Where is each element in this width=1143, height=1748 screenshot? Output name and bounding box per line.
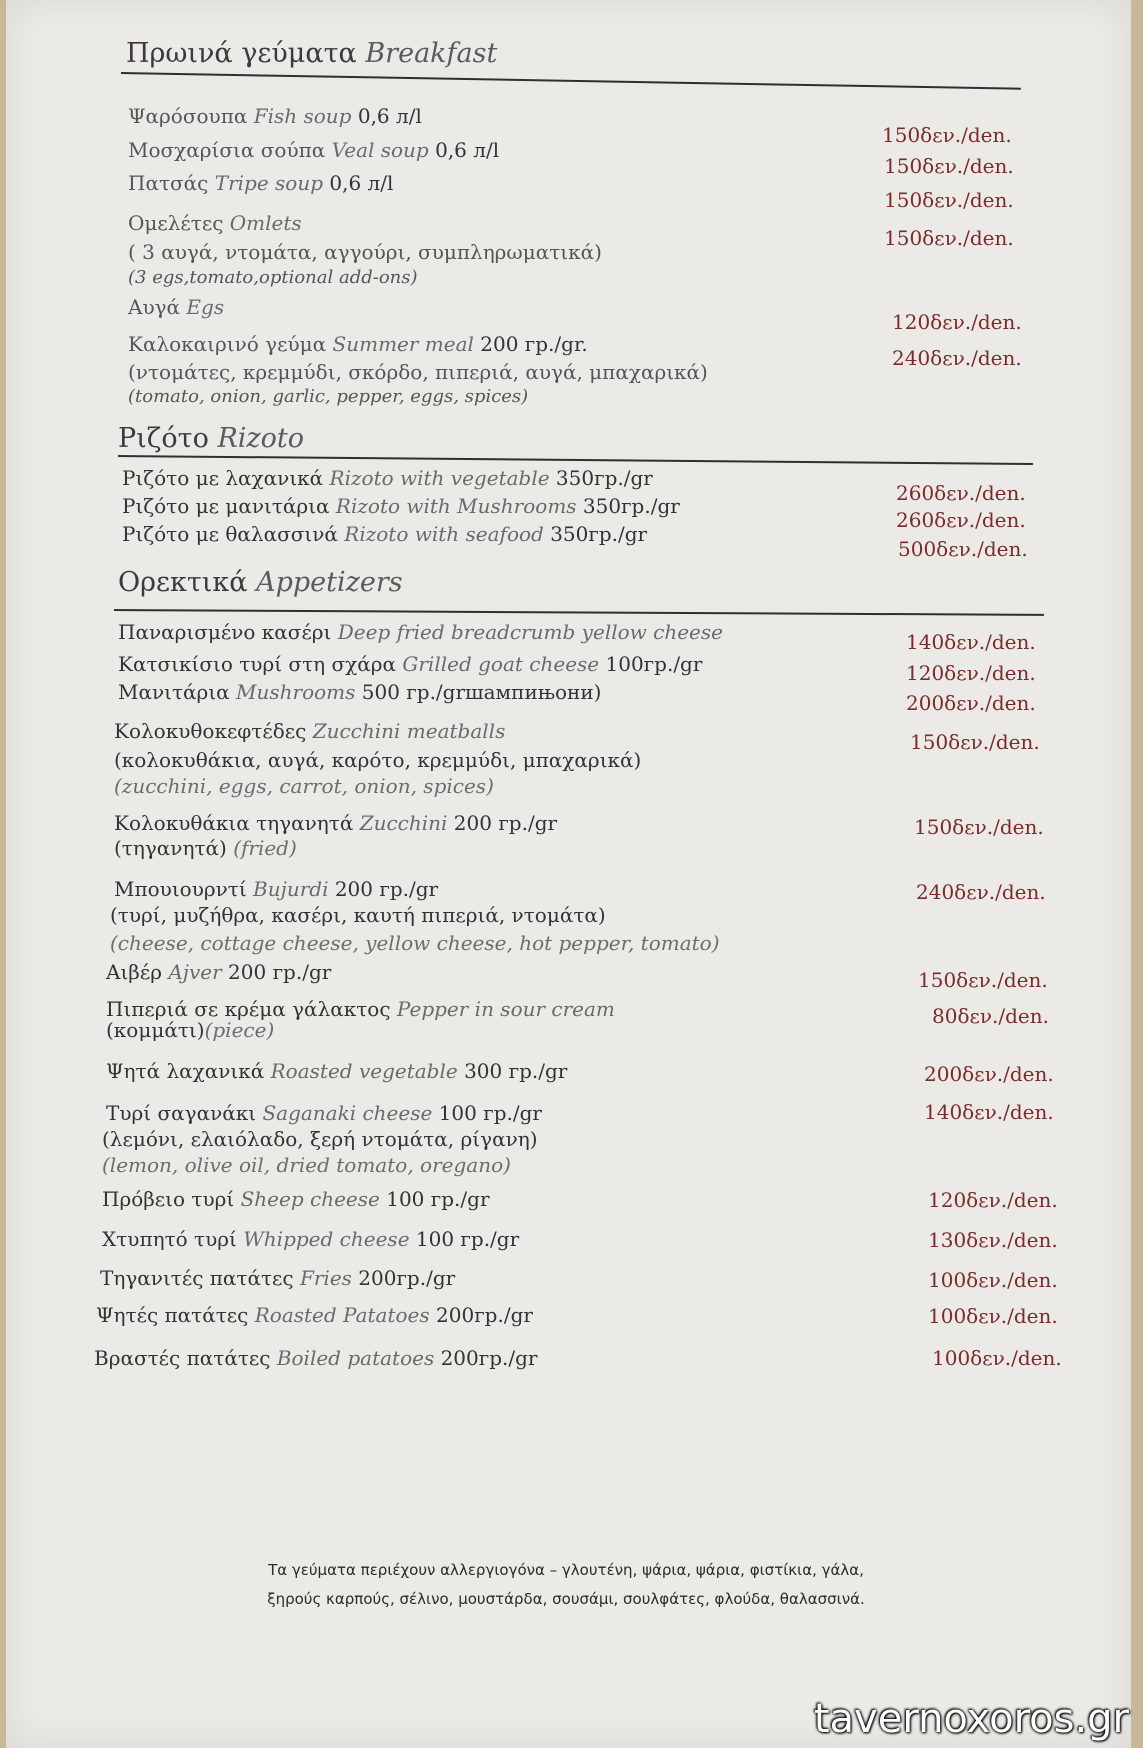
item-description-en: (zucchini, eggs, carrot, onion, spices) xyxy=(114,774,494,798)
item-description: (τηγανητά) (fried) xyxy=(114,836,297,860)
menu-item-price: 100δεν./den. xyxy=(932,1346,1062,1370)
watermark: tavernoxoros.gr xyxy=(813,1696,1129,1742)
item-description: (τυρί, μυζήθρα, κασέρι, καυτή πιπεριά, ντομάτα) xyxy=(110,903,606,927)
menu-item-price: 100δεν./den. xyxy=(928,1304,1058,1328)
item-description-en: (tomato, onion, garlic, pepper, eggs, spices) xyxy=(128,386,529,407)
menu-item-price: 500δεν./den. xyxy=(898,537,1028,561)
item-description-en: (lemon, olive oil, dried tomato, oregano) xyxy=(102,1153,511,1177)
menu-item-price: 150δεν./den. xyxy=(882,123,1012,147)
item-description: (λεμόνι, ελαιόλαδο, ξερή ντομάτα, ρίγανη) xyxy=(102,1127,538,1151)
menu-item: Πρόβειο τυρί Sheep cheese 100 гр./gr xyxy=(102,1187,490,1211)
section-divider xyxy=(121,72,1021,90)
section-title-appetizers: Ορεκτικά Appetizers xyxy=(118,567,403,598)
menu-item-price: 120δεν./den. xyxy=(928,1188,1058,1212)
menu-item: Τηγανιτές πατάτες Fries 200гр./gr xyxy=(100,1266,456,1290)
menu-item: Τυρί σαγανάκι Saganaki cheese 100 гр./gr xyxy=(106,1101,542,1125)
menu-item: Ψητές πατάτες Roasted Patatoes 200гр./gr xyxy=(96,1303,533,1327)
menu-page xyxy=(6,0,1131,1748)
menu-item-price: 80δεν./den. xyxy=(932,1004,1049,1028)
menu-item: Χτυπητό τυρί Whipped cheese 100 гр./gr xyxy=(102,1227,520,1251)
menu-item: Μανιτάρια Mushrooms 500 гр./grшампињони) xyxy=(118,680,602,704)
menu-item-price: 150δεν./den. xyxy=(884,188,1014,212)
menu-item: Βραστές πατάτες Boiled patatoes 200гр./gr xyxy=(94,1346,538,1370)
menu-item-price: 240δεν./den. xyxy=(916,880,1046,904)
menu-item-price: 150δεν./den. xyxy=(918,968,1048,992)
menu-item-price: 150δεν./den. xyxy=(884,226,1014,250)
menu-item-price: 140δεν./den. xyxy=(924,1100,1054,1124)
item-description: (κομμάτι)(piece) xyxy=(106,1018,275,1042)
item-description: (κολοκυθάκια, αυγά, καρότο, κρεμμύδι, μπαχαρικά) xyxy=(114,748,642,772)
menu-item: Κολοκυθάκια τηγανητά Zucchini 200 гр./gr xyxy=(114,811,558,835)
menu-item: Ψαρόσουπα Fish soup 0,6 л/l xyxy=(128,104,422,128)
menu-item-price: 120δεν./den. xyxy=(906,661,1036,685)
menu-item: Καλοκαιρινό γεύμα Summer meal 200 гр./gr. xyxy=(128,332,588,356)
menu-item-price: 130δεν./den. xyxy=(928,1228,1058,1252)
section-title-rizoto: Ριζότο Rizoto xyxy=(118,423,304,454)
menu-item-price: 240δεν./den. xyxy=(892,346,1022,370)
menu-item-price: 120δεν./den. xyxy=(892,310,1022,334)
menu-item-price: 260δεν./den. xyxy=(896,481,1026,505)
allergen-notice xyxy=(156,1556,976,1614)
menu-item: Πιπεριά σε κρέμα γάλακτος Pepper in sour cream xyxy=(106,997,615,1021)
menu-item: Μπουιουρντί Bujurdi 200 гр./gr xyxy=(114,877,439,901)
section-divider xyxy=(114,609,1044,616)
menu-item: Μοσχαρίσια σούπα Veal soup 0,6 л/l xyxy=(128,138,500,162)
menu-item-price: 140δεν./den. xyxy=(906,630,1036,654)
menu-item: Αιβέρ Ajver 200 гр./gr xyxy=(106,960,332,984)
menu-item-price: 150δεν./den. xyxy=(914,815,1044,839)
menu-item: Παναρισμένο κασέρι Deep fried breadcrumb yellow cheese xyxy=(118,620,723,644)
menu-item-price: 200δεν./den. xyxy=(906,691,1036,715)
menu-item-price: 260δεν./den. xyxy=(896,508,1026,532)
menu-item-price: 150δεν./den. xyxy=(910,730,1040,754)
menu-item: Ριζότο με λαχανικά Rizoto with vegetable 350гр./gr xyxy=(122,466,653,490)
menu-item: Πατσάς Tripe soup 0,6 л/l xyxy=(128,171,394,195)
menu-item: Ψητά λαχανικά Roasted vegetable 300 гр./gr xyxy=(106,1059,568,1083)
section-title-breakfast: Πρωινά γεύματα Breakfast xyxy=(126,38,498,69)
menu-item: Ομελέτες Omlets xyxy=(128,211,302,235)
menu-item-price: 150δεν./den. xyxy=(884,154,1014,178)
item-description: (ντομάτες, κρεμμύδι, σκόρδο, πιπεριά, αυγά, μπαχαρικά) xyxy=(128,360,708,384)
allergen-notice-line: Τα γεύματα περιέχουν αλλεργιογόνα – γλουτένη, ψάρια, ψάρια, φιστίκια, γάλα, xyxy=(268,1561,864,1579)
menu-item: Κολοκυθοκεφτέδες Zucchini meatballs xyxy=(114,719,506,743)
menu-item-price: 200δεν./den. xyxy=(924,1062,1054,1086)
menu-item: Αυγά Egs xyxy=(128,295,225,319)
allergen-notice-line: ξηρούς καρπούς, σέλινο, μουστάρδα, σουσάμι, σουλφάτες, φλούδα, θαλασσινά. xyxy=(267,1590,865,1608)
item-description: ( 3 αυγά, ντομάτα, αγγούρι, συμπληρωματικά) xyxy=(128,240,602,264)
item-description-en: (3 egs,tomato,optional add-ons) xyxy=(128,267,418,288)
menu-item: Κατσικίσιο τυρί στη σχάρα Grilled goat cheese 100гр./gr xyxy=(118,652,703,676)
menu-item-price: 100δεν./den. xyxy=(928,1268,1058,1292)
menu-item: Ριζότο με μανιτάρια Rizoto with Mushrooms 350гр./gr xyxy=(122,494,680,518)
menu-item: Ριζότο με θαλασσινά Rizoto with seafood 350гр./gr xyxy=(122,522,648,546)
item-description-en: (cheese, cottage cheese, yellow cheese, hot pepper, tomato) xyxy=(110,931,720,955)
